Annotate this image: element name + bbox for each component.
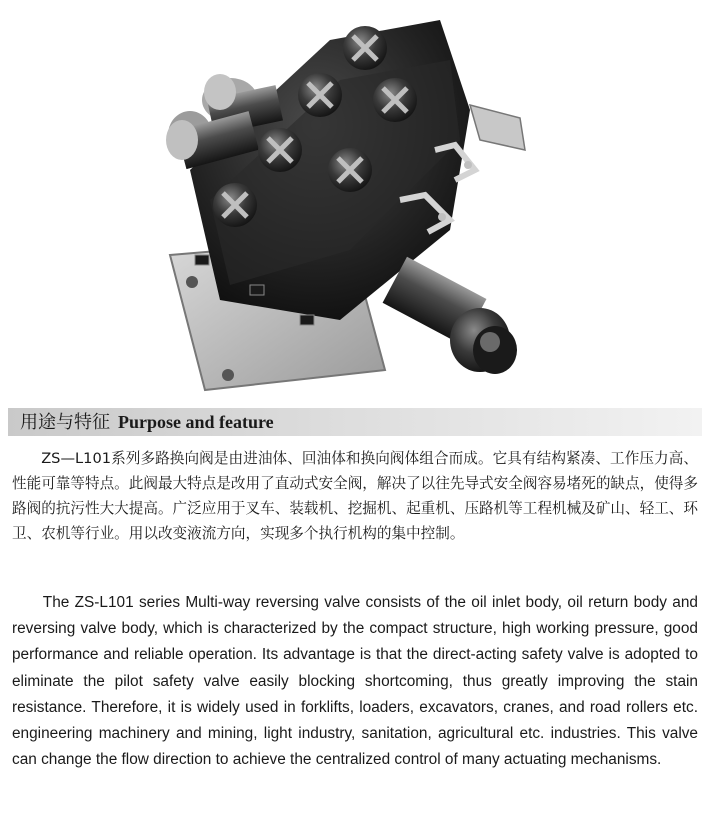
section-title-cn: 用途与特征: [20, 412, 110, 433]
description-paragraph-cn: ZS—L101系列多路换向阀是由进油体、回油体和换向阀体组合而成。它具有结构紧凑、工作压力高、性能可靠等特点。此阀最大特点是改用了直动式安全阀，解决了以往先导式安全阀容易堵死的缺点，使得多路阀的抗污性大大提高。广泛应用于叉车、装载机、挖掘机、起重机、压路机等工程机械及矿山、轻工、环卫、农机等行业。用以改变液流方向，实现多个执行机构的集中控制。: [12, 450, 698, 542]
section-header-bar: [8, 408, 702, 436]
description-paragraph-en: The ZS-L101 series Multi-way reversing valve consists of the oil inlet body, oil return body and reversing valve body, which is characterized by the compact structure, high working pressure, good performance and reliable operation. Its advantage is that the direct-acting safety valve is adopted to eliminate the pilot safety valve easily blocking shortcoming, thus greatly improving the stain resistance. Therefore, it is widely used in forklifts, loaders, excavators, cranes, and road rollers etc. engineering machinery and mining, light industry, sanitation, agricultural etc. industries. This valve can change the flow direction to achieve the centralized control of many actuating mechanisms.: [12, 594, 698, 769]
product-photo: [150, 0, 560, 400]
section-title: [20, 411, 274, 434]
section-title-en: Purpose and feature: [118, 412, 274, 432]
